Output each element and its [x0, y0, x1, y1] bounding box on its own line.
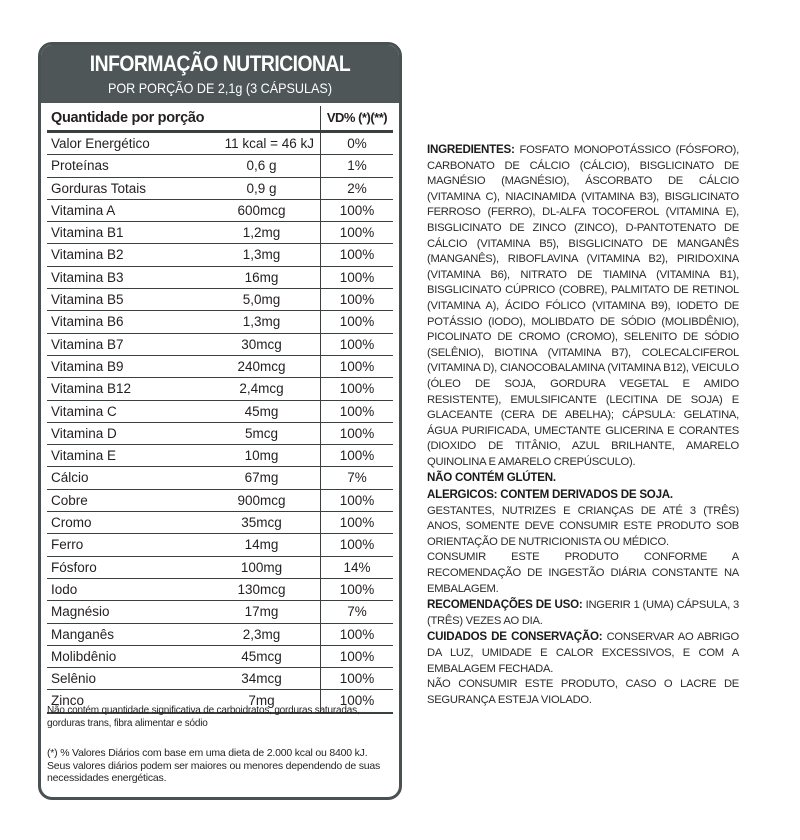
panel-header — [41, 45, 399, 103]
table-row — [47, 512, 393, 534]
nutrient-vd: 2% — [347, 180, 367, 196]
footnote-no-significant: Não contém quantidade significativa de carboidratos, gorduras saturadas, gorduras trans, fibra alimentar e sódio — [47, 705, 360, 729]
nutrient-vd: 7% — [347, 470, 367, 486]
table-body — [47, 133, 393, 714]
nutrient-amount: 1,3mg — [203, 311, 321, 332]
nutrient-name: Cromo — [51, 515, 92, 531]
nutrient-amount: 34mcg — [203, 668, 321, 689]
nutrient-amount: 900mcg — [203, 490, 321, 511]
nutrient-amount: 100mg — [203, 557, 321, 578]
table-row — [47, 534, 393, 556]
panel-title: INFORMAÇÃO NUTRICIONAL — [89, 51, 351, 76]
nutrient-name: Selênio — [51, 671, 97, 687]
nutrient-vd: 1% — [347, 158, 367, 174]
usage-recommendation — [427, 597, 739, 629]
nutrient-vd: 100% — [339, 671, 375, 687]
nutrient-name: Vitamina B12 — [51, 381, 132, 397]
nutrient-name: Gorduras Totais — [51, 180, 147, 196]
table-row — [47, 668, 393, 690]
pregnant-warning: GESTANTES, NUTRIZES E CRIANÇAS DE ATÉ 3 (TRÊS) ANOS, SOMENTE DEVE CONSUMIR ESTE PRODUTO SOB ORIENTAÇÃO DE NUTRICIONISTA OU MÉDICO. — [427, 504, 739, 548]
nutrient-amount: 45mcg — [203, 646, 321, 667]
nutrient-vd: 100% — [339, 225, 375, 241]
storage-care — [427, 629, 739, 677]
nutrient-amount: 1,3mg — [203, 244, 321, 265]
nutrient-name: Valor Energético — [51, 136, 150, 151]
gluten-warning: NÃO CONTÉM GLÚTEN. — [427, 471, 556, 485]
nutrient-name: Zinco — [51, 693, 85, 709]
nutrient-amount: 5,0mg — [203, 289, 321, 310]
nutrient-amount: 30mcg — [203, 334, 321, 355]
storage-label: CUIDADOS DE CONSERVAÇÃO: — [427, 630, 603, 644]
nutrient-name: Proteínas — [51, 158, 109, 174]
nutrient-amount: 5mcg — [203, 423, 321, 444]
ingredients-label: INGREDIENTES: — [427, 143, 515, 156]
nutrient-name: Vitamina E — [51, 448, 117, 464]
table-row — [47, 133, 393, 155]
nutrient-vd: 100% — [339, 314, 375, 330]
table-row — [47, 467, 393, 489]
nutrient-vd: 100% — [339, 515, 375, 531]
table-row — [47, 557, 393, 579]
table-row — [47, 423, 393, 445]
nutrient-name: Vitamina C — [51, 403, 117, 419]
nutrient-vd: 100% — [339, 247, 375, 263]
nutrient-amount: 67mg — [203, 467, 321, 488]
ingredients-paragraph — [427, 142, 739, 470]
nutrient-vd: 14% — [343, 559, 371, 575]
nutrient-vd: 100% — [339, 693, 375, 709]
table-row — [47, 155, 393, 177]
nutrient-name: Vitamina B5 — [51, 292, 124, 308]
nutrient-name: Fósforo — [51, 559, 97, 575]
nutrition-facts-panel — [38, 42, 402, 800]
table-row — [47, 334, 393, 356]
table-row — [47, 311, 393, 333]
nutrient-vd: 100% — [339, 648, 375, 664]
nutrient-amount: 2,3mg — [203, 624, 321, 645]
nutrient-name: Molibdênio — [51, 648, 117, 664]
nutrient-vd: 100% — [339, 425, 375, 441]
nutrient-amount: 1,2mg — [203, 222, 321, 243]
nutrient-amount: 2,4mcg — [203, 378, 321, 399]
nutrient-name: Vitamina B7 — [51, 336, 124, 352]
allergic-warning: ALERGICOS: CONTEM DERIVADOS DE SOJA. — [427, 488, 673, 502]
table-row — [47, 624, 393, 646]
nutrient-vd: 7% — [347, 604, 367, 620]
nutrient-amount: 14mg — [203, 534, 321, 555]
table-row — [47, 244, 393, 266]
table-row — [47, 356, 393, 378]
storage-text: CONSERVAR AO ABRIGO DA LUZ, UMIDADE E CALOR EXCESSIVOS, E COM A EMBALAGEM FECHADA. — [427, 631, 739, 675]
nutrient-vd: 100% — [339, 336, 375, 352]
nutrient-name: Cálcio — [51, 470, 89, 486]
table-row — [47, 378, 393, 400]
table-row — [47, 445, 393, 467]
table-row — [47, 267, 393, 289]
nutrient-vd: 100% — [339, 581, 375, 597]
nutrient-vd: 100% — [339, 269, 375, 285]
nutrient-amount: 240mcg — [203, 356, 321, 377]
nutrient-name: Vitamina B3 — [51, 269, 124, 285]
nutrient-vd: 100% — [339, 537, 375, 553]
nutrient-vd: 100% — [339, 202, 375, 218]
consume-note: CONSUMIR ESTE PRODUTO CONFORME A RECOMENDAÇÃO DE INGESTÃO DIÁRIA CONSTANTE NA EMBALAGEM. — [427, 551, 739, 595]
nutrient-vd: 100% — [339, 292, 375, 308]
table-row — [47, 200, 393, 222]
table-row — [47, 222, 393, 244]
table-row — [47, 178, 393, 200]
nutrient-amount: 11 kcal = 46 kJ — [203, 133, 321, 154]
nutrient-vd: 100% — [339, 448, 375, 464]
table-row — [47, 579, 393, 601]
table-row — [47, 289, 393, 311]
nutrient-amount: 7mg — [203, 690, 321, 711]
nutrient-amount: 17mg — [203, 601, 321, 622]
header-vd: VD% (*)(**) — [326, 110, 388, 125]
table-row — [47, 401, 393, 423]
header-quantity: Quantidade por porção — [47, 106, 321, 130]
ingredients-block — [427, 142, 739, 708]
nutrient-amount: 16mg — [203, 267, 321, 288]
nutrient-name: Vitamina B6 — [51, 314, 124, 330]
nutrient-amount: 0,6 g — [203, 155, 321, 176]
nutrient-vd: 100% — [339, 381, 375, 397]
table-header — [47, 106, 393, 133]
nutrient-name: Vitamina B9 — [51, 358, 124, 374]
nutrient-vd: 0% — [347, 136, 367, 151]
ingredients-text: FOSFATO MONOPOTÁSSICO (FÓSFORO), CARBONATO DE CÁLCIO (CÁLCIO), BISGLICINATO DE MAGNÉSIO (MAGNÉSIO), ÁSCORBATO DE CÁLCIO (VITAMINA C), NIACINAMIDA (VITAMINA B3), BISGLICINATO FERROSO (FERRO), DL-ALFA TOCOFEROL (VITAMINA E), BISGLICINATO DE ZINCO (ZINCO), D-PANTOTENATO DE CÁLCIO (VITAMINA B5), BISGLICINATO DE MANGANÊS (MANGANÊS), RIBOFLAVINA (VITAMINA B2), PIRIDOXINA (VITAMINA B6), NITRATO DE TIAMINA (VITAMINA B1), BISGLICINATO CÚPRICO (COBRE), PALMITATO DE RETINOL (VITAMINA A), ÁCIDO FÓLICO (VITAMINA B9), IODETO DE POTÁSSIO (IODO), MOLIBDATO DE SÓDIO (MOLIBDÊNIO), PICOLINATO DE CROMO (CROMO), SELENITO DE SÓDIO (SELÊNIO), BIOTINA (VITAMINA B7), COLECALCIFEROL (VITAMINA D), CIANOCOBALAMINA (VITAMINA B12), VEICULO (ÓLEO DE SOJA, GORDURA VEGETAL E AMIDO RESISTENTE), EMULSIFICANTE (LECITINA DE SOJA) E GLACEANTE (CERA DE ABELHA); CÁPSULA: GELATINA, ÁGUA PURIFICADA, UMECTANTE GLICERINA E CORANTES (DIOXIDO DE TITÂNIO, AZUL BRILHANTE, AMARELO QUINOLINA E AMARELO CREPÚSCULO). — [427, 144, 739, 468]
nutrient-name: Vitamina D — [51, 425, 117, 441]
nutrient-name: Magnésio — [51, 604, 110, 620]
nutrient-amount: 130mcg — [203, 579, 321, 600]
nutrition-table — [47, 106, 393, 714]
panel-subtitle: POR PORÇÃO DE 2,1g (3 CÁPSULAS) — [107, 80, 333, 96]
nutrient-vd: 100% — [339, 492, 375, 508]
nutrient-name: Iodo — [51, 581, 78, 597]
footnote-daily-values: (*) % Valores Diários com base em uma dieta de 2.000 kcal ou 8400 kJ. Seus valores diários podem ser maiores ou menores dependendo de suas necessidades energéticas. — [47, 747, 381, 784]
nutrient-amount: 600mcg — [203, 200, 321, 221]
nutrient-name: Vitamina A — [51, 202, 116, 218]
table-row — [47, 490, 393, 512]
nutrient-amount: 0,9 g — [203, 178, 321, 199]
nutrient-name: Cobre — [51, 492, 88, 508]
nutrient-name: Manganês — [51, 626, 115, 642]
table-row — [47, 646, 393, 668]
nutrient-amount: 10mg — [203, 445, 321, 466]
nutrient-amount: 35mcg — [203, 512, 321, 533]
usage-text: INGERIR 1 (UMA) CÁPSULA, 3 (TRÊS) VEZES AO DIA. — [427, 599, 739, 627]
nutrient-name: Vitamina B2 — [51, 247, 124, 263]
nutrient-name: Ferro — [51, 537, 84, 553]
table-row — [47, 601, 393, 623]
nutrient-amount: 45mg — [203, 401, 321, 422]
usage-label: RECOMENDAÇÕES DE USO: — [427, 598, 583, 612]
nutrient-vd: 100% — [339, 358, 375, 374]
nutrient-name: Vitamina B1 — [51, 225, 124, 241]
nutrient-vd: 100% — [339, 403, 375, 419]
seal-warning: NÃO CONSUMIR ESTE PRODUTO, CASO O LACRE DE SEGURANÇA ESTEJA VIOLADO. — [427, 678, 739, 706]
nutrient-vd: 100% — [339, 626, 375, 642]
